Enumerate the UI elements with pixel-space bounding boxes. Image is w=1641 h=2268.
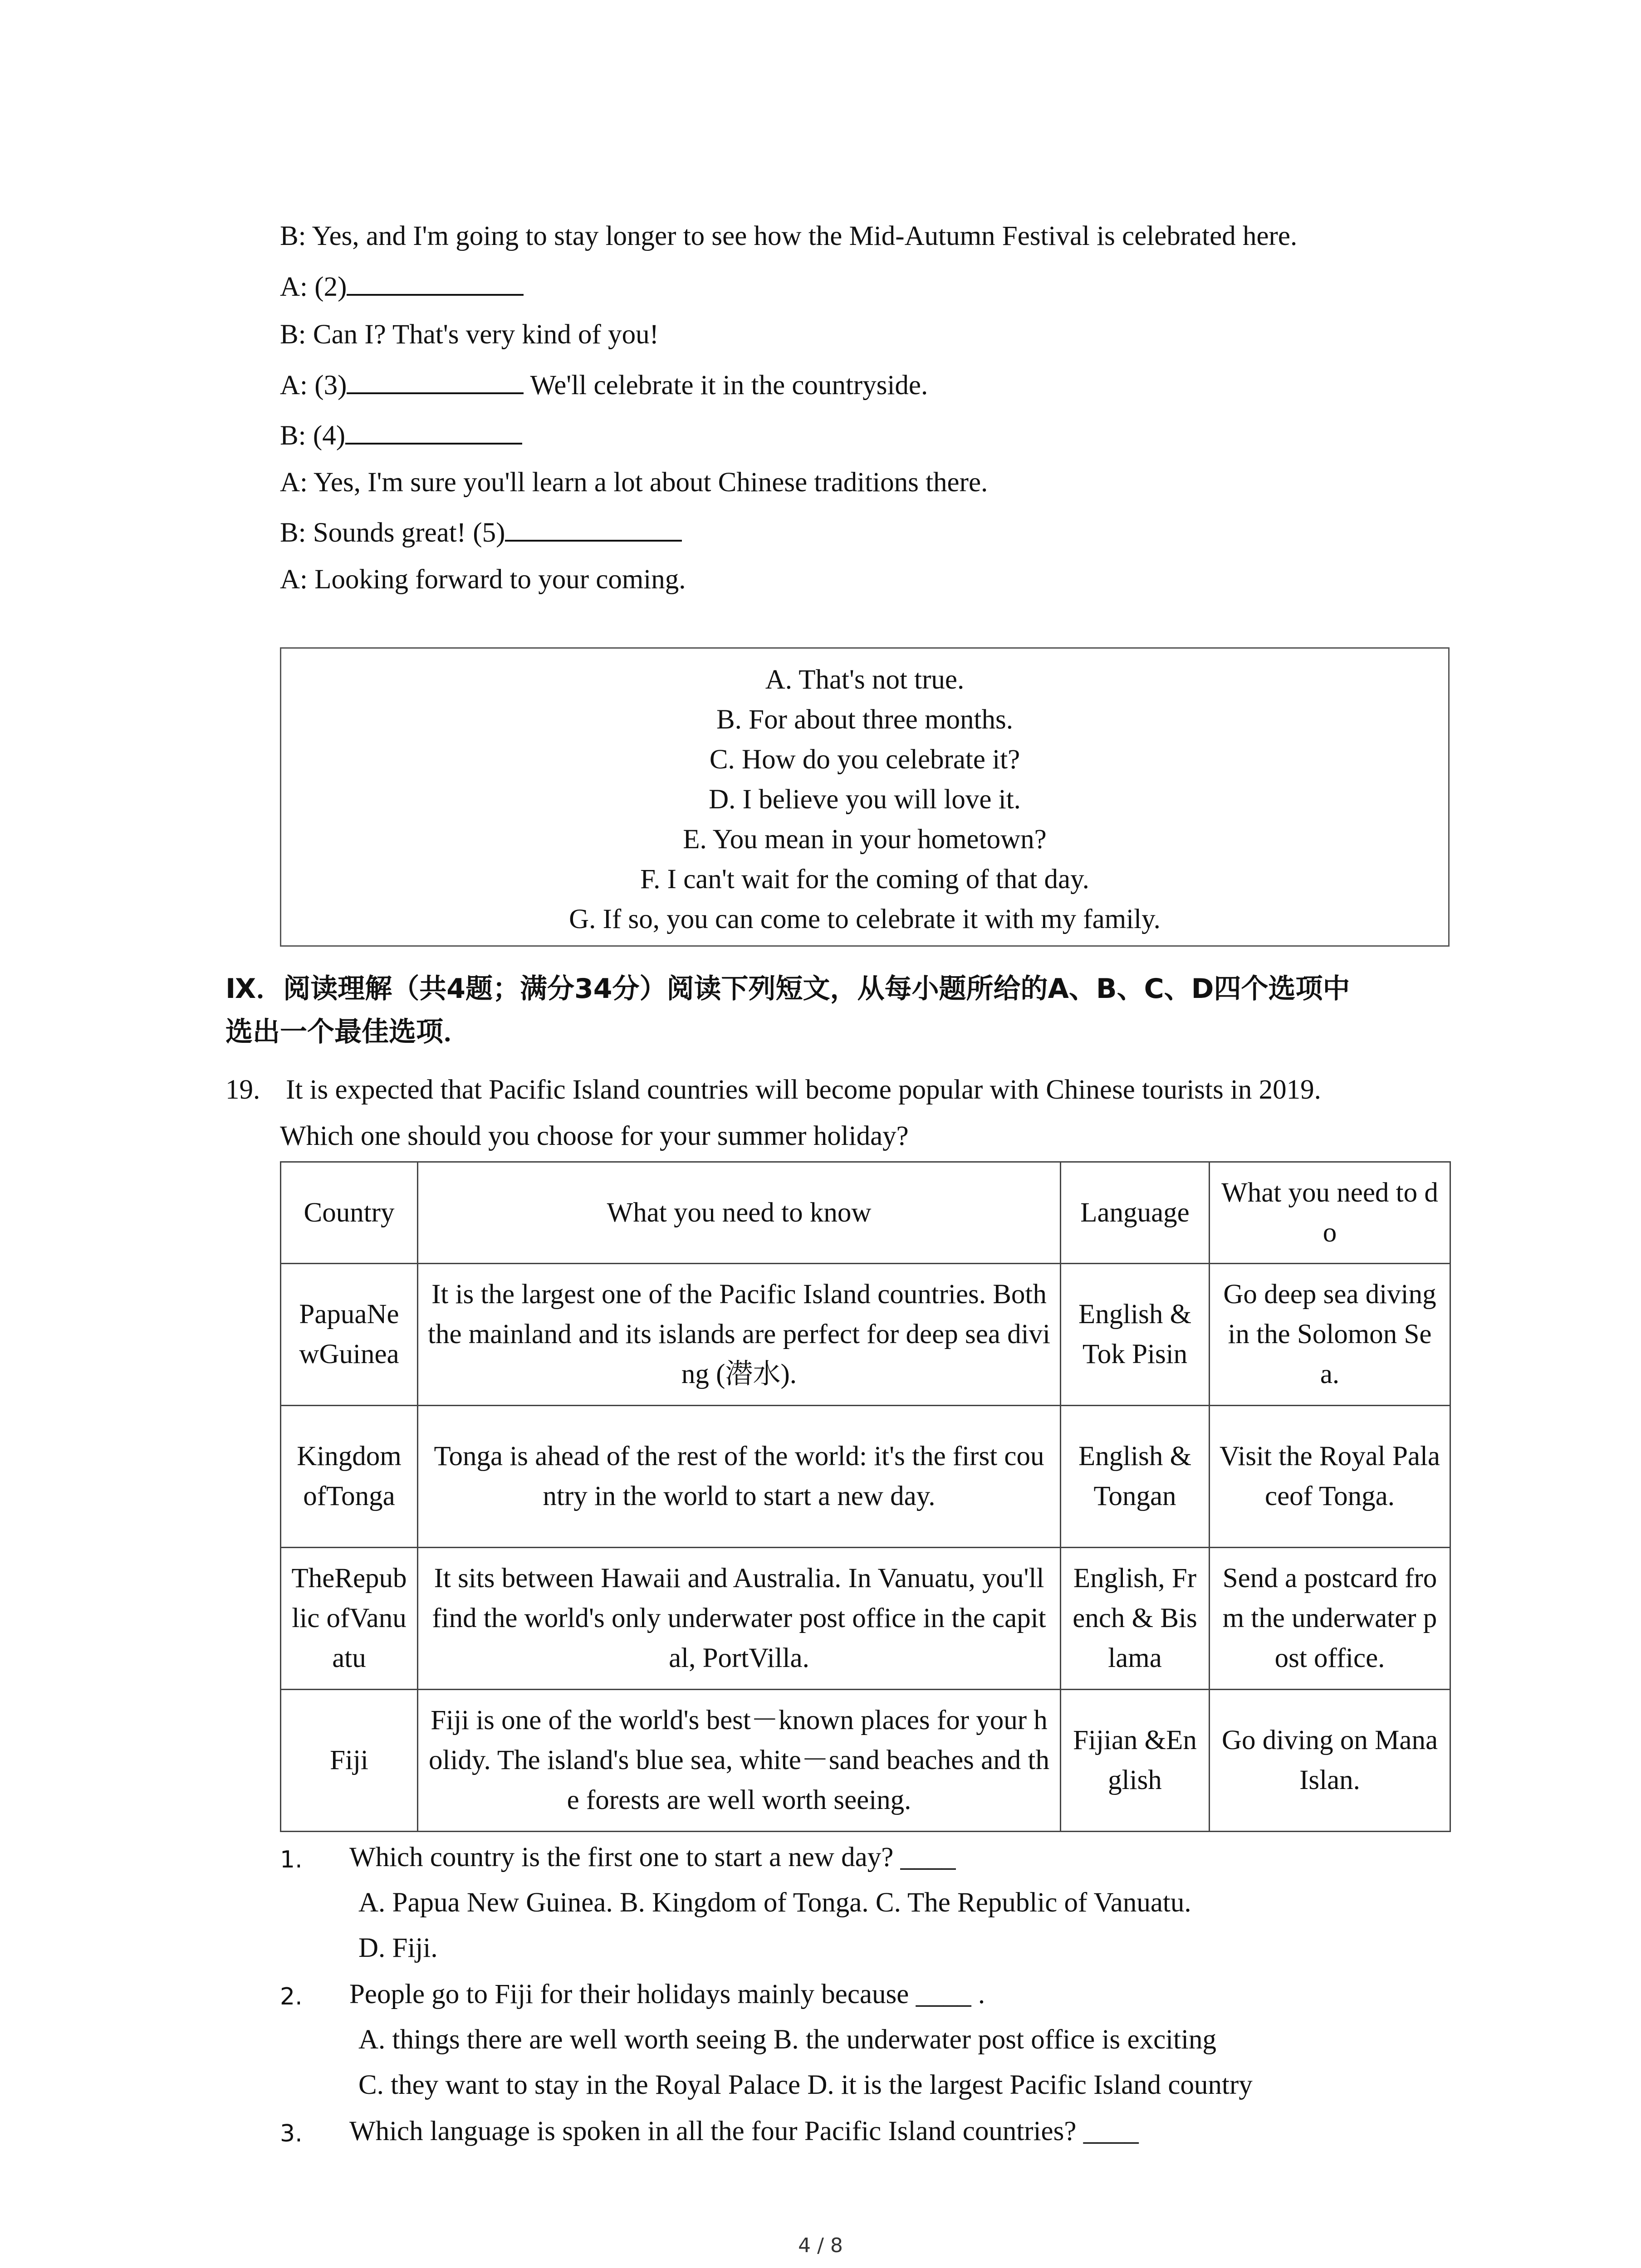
- dialogue-line-7: [280, 518, 682, 547]
- table-cell: PapuaNewGuinea: [281, 1264, 418, 1406]
- dialogue-line-4: [280, 371, 928, 399]
- subquestion-stem: Which country is the first one to start a new day? ____: [349, 1842, 956, 1872]
- table-cell: Fiji: [281, 1690, 418, 1832]
- subquestion-number: 2.: [280, 1983, 303, 2010]
- options-box: [280, 647, 1450, 947]
- answer-blank-3: [347, 371, 524, 394]
- table-cell: It sits between Hawaii and Australia. In Vanuatu, you'll find the world's only underwater post office in the capital, PortVilla.: [418, 1548, 1061, 1690]
- table-header-row: [281, 1162, 1450, 1264]
- table-cell: English & Tok Pisin: [1061, 1264, 1210, 1406]
- option-e: E. You mean in your hometown?: [683, 824, 1047, 855]
- table-cell: It is the largest one of the Pacific Island countries. Both the mainland and its islands are perfect for deep sea diving (潜水).: [418, 1264, 1061, 1406]
- dialogue-speaker-text: B: Sounds great! (5): [280, 518, 505, 548]
- dialogue-speaker-text: B: (4): [280, 420, 346, 451]
- table-cell: KingdomofTonga: [281, 1406, 418, 1548]
- table-cell: Go diving on Mana Islan.: [1210, 1690, 1450, 1832]
- dialogue-line-8: A: Looking forward to your coming.: [280, 564, 686, 595]
- option-b: B. For about three months.: [716, 704, 1013, 735]
- answer-blank-2: [347, 272, 524, 296]
- table-cell: TheRepublic ofVanuatu: [281, 1548, 418, 1690]
- dialogue-speaker-text: A: (3): [280, 370, 347, 401]
- subquestion-stem: People go to Fiji for their holidays mainly because ____ .: [349, 1979, 985, 2009]
- table-header-cell: Language: [1061, 1162, 1210, 1264]
- subquestion-number: 3.: [280, 2120, 303, 2147]
- countries-table: [280, 1161, 1451, 1832]
- dialogue-speaker-text: A: (2): [280, 272, 347, 302]
- option-d: D. I believe you will love it.: [709, 784, 1021, 815]
- question-number: 19.: [225, 1075, 260, 1105]
- table-cell: Go deep sea diving in the Solomon Sea.: [1210, 1264, 1450, 1406]
- dialogue-line-2: [280, 272, 524, 301]
- table-cell: Send a postcard from the underwater post office.: [1210, 1548, 1450, 1690]
- table-cell: English & Tongan: [1061, 1406, 1210, 1548]
- subquestion-choices: D. Fiji.: [358, 1933, 438, 1963]
- subquestion-stem: Which language is spoken in all the four Pacific Island countries? ____: [349, 2116, 1139, 2146]
- table-cell: Fiji is one of the world's best－known places for your holidy. The island's blue sea, white－sand beaches and the forests are well worth seeing.: [418, 1690, 1061, 1832]
- option-g: G. If so, you can come to celebrate it with my family.: [569, 904, 1161, 934]
- table-cell: Visit the Royal Palaceof Tonga.: [1210, 1406, 1450, 1548]
- option-a: A. That's not true.: [765, 665, 965, 695]
- subquestion-number: 1.: [280, 1846, 303, 1873]
- answer-blank-4: [345, 421, 522, 445]
- dialogue-line-3: B: Can I? That's very kind of you!: [280, 319, 659, 350]
- dialogue-continuation: We'll celebrate it in the countryside.: [524, 370, 928, 401]
- section-heading-line-1: Ⅸ．阅读理解（共4题；满分34分）阅读下列短文，从每小题所给的A、B、C、D四个选项中: [225, 973, 1350, 1005]
- dialogue-line-6: A: Yes, I'm sure you'll learn a lot about Chinese traditions there.: [280, 467, 988, 498]
- subquestion-choices: A. Papua New Guinea. B. Kingdom of Tonga. C. The Republic of Vanuatu.: [358, 1887, 1191, 1918]
- table-row: [281, 1406, 1450, 1548]
- subquestion-choices: A. things there are well worth seeing B. the underwater post office is exciting: [358, 2024, 1217, 2055]
- table-header-cell: What you need to know: [418, 1162, 1061, 1264]
- table-row: [281, 1690, 1450, 1832]
- table-cell: English, French & Bislama: [1061, 1548, 1210, 1690]
- answer-blank-5: [505, 518, 682, 542]
- option-f: F. I can't wait for the coming of that day.: [640, 864, 1089, 894]
- table-header-cell: Country: [281, 1162, 418, 1264]
- table-cell: Tonga is ahead of the rest of the world: it's the first country in the world to start a new day.: [418, 1406, 1061, 1548]
- subquestion-choices: C. they want to stay in the Royal Palace D. it is the largest Pacific Island country: [358, 2070, 1253, 2100]
- question-19-line-1: It is expected that Pacific Island countries will become popular with Chinese tourists in 2019.: [286, 1075, 1321, 1105]
- table-header-cell: What you need to do: [1210, 1162, 1450, 1264]
- table-cell: Fijian &English: [1061, 1690, 1210, 1832]
- table-row: [281, 1264, 1450, 1406]
- dialogue-line-5: [280, 421, 522, 450]
- table-row: [281, 1548, 1450, 1690]
- question-19-line-2: Which one should you choose for your summer holiday?: [280, 1121, 909, 1151]
- section-heading-line-2: 选出一个最佳选项．: [225, 1016, 470, 1048]
- page-number: 4 / 8: [798, 2234, 843, 2257]
- option-c: C. How do you celebrate it?: [709, 744, 1020, 775]
- dialogue-line-1: B: Yes, and I'm going to stay longer to see how the Mid-Autumn Festival is celebrated here.: [280, 221, 1298, 251]
